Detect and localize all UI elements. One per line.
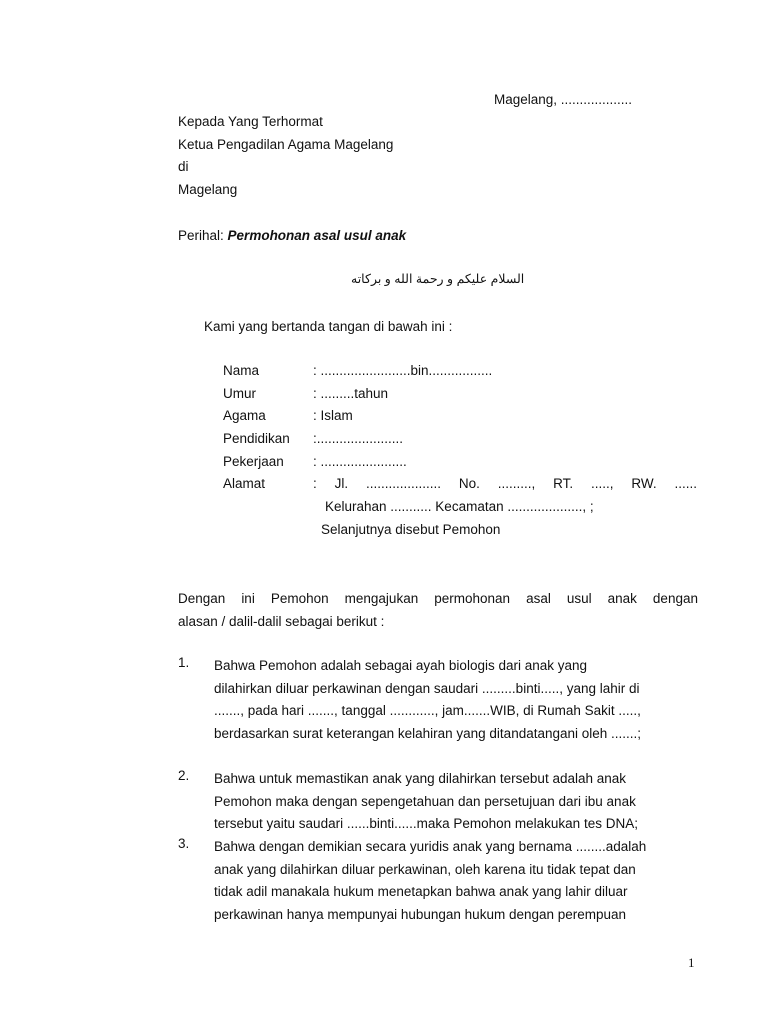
address-line: Magelang: [178, 182, 238, 198]
alamat-part: RT.: [553, 476, 574, 492]
item-line: Bahwa untuk memastikan anak yang dilahirkan tersebut adalah anak: [214, 771, 627, 786]
word: usul: [566, 591, 592, 606]
item-line: anak yang dilahirkan diluar perkawinan, oleh karena itu tidak tepat dan: [214, 861, 636, 877]
address-line: di: [178, 159, 189, 175]
date-line: Magelang, ...................: [494, 92, 633, 107]
field-label: Alamat: [223, 476, 266, 492]
field-label: Umur: [223, 385, 256, 401]
alamat-continuation: Kelurahan ........... Kecamatan ...................., ;: [325, 499, 594, 515]
item-line: Bahwa Pemohon adalah sebagai ayah biologis dari anak yang: [214, 658, 588, 673]
address-line: Ketua Pengadilan Agama Magelang: [178, 136, 394, 152]
field-value: : .........tahun: [313, 385, 389, 401]
alamat-part: Jl.: [334, 476, 349, 492]
arabic-greeting: السلام عليكم و رحمة الله و بركاته: [351, 272, 525, 286]
item-line: perkawinan hanya mempunyai hubungan hukum dengan perempuan: [214, 907, 627, 923]
word: dengan: [652, 591, 698, 606]
page-number: 1: [688, 955, 695, 970]
address-line: Kepada Yang Terhormat: [178, 114, 323, 129]
item-number: 2.: [178, 768, 190, 783]
field-label: Agama: [223, 408, 266, 424]
item-line: tersebut yaitu saudari ......binti......maka Pemohon melakukan tes DNA;: [214, 816, 638, 832]
petitioner-designation: Selanjutnya disebut Pemohon: [321, 521, 501, 537]
word: Pemohon: [270, 591, 329, 606]
alamat-part: ......: [674, 476, 697, 492]
field-value: : Islam: [313, 408, 353, 424]
item-line: dilahirkan diluar perkawinan dengan saudari .........binti....., yang lahir di: [214, 680, 640, 696]
item-line: berdasarkan surat keterangan kelahiran yang ditandatangani oleh .......;: [214, 726, 642, 742]
alamat-part: :: [313, 476, 317, 492]
alamat-part: ....................: [365, 476, 441, 492]
paragraph-line: alasan / dalil-dalil sebagai berikut :: [178, 613, 385, 629]
field-value: :.......................: [313, 431, 404, 447]
field-value: : ........................bin.................: [313, 363, 493, 378]
subject-line: [178, 228, 406, 245]
word: permohonan: [434, 591, 511, 606]
item-text: [214, 836, 698, 927]
intro-sentence: Kami yang bertanda tangan di bawah ini :: [204, 319, 453, 334]
item-text: [214, 655, 698, 746]
item-line: tidak adil manakala hukum menetapkan bahwa anak yang lahir diluar: [214, 884, 628, 900]
item-text: [214, 768, 698, 836]
alamat-part: RW.: [631, 476, 657, 492]
word: asal: [526, 591, 551, 606]
word: anak: [607, 591, 637, 606]
item-line: Bahwa dengan demikian secara yuridis anak yang bernama ........adalah: [214, 839, 647, 854]
word: ini: [241, 591, 255, 606]
justified-line: [178, 588, 698, 611]
item-line: ......., pada hari ......., tanggal ............, jam.......WIB, di Rumah Sakit .....,: [214, 703, 641, 719]
recipient-address: [178, 114, 393, 205]
alamat-value: [313, 476, 697, 493]
subject-value: Permohonan asal usul anak: [227, 228, 407, 243]
alamat-part: No.: [458, 476, 480, 492]
item-number: 1.: [178, 655, 190, 670]
subject-label: Perihal:: [178, 228, 224, 243]
word: mengajukan: [344, 591, 419, 606]
item-line: Pemohon maka dengan sepengetahuan dan persetujuan dari ibu anak: [214, 793, 636, 809]
field-label: Nama: [223, 363, 260, 378]
opening-paragraph: [178, 588, 698, 633]
field-value: : .......................: [313, 453, 407, 469]
field-label: Pekerjaan: [223, 453, 284, 469]
alamat-part: .....,: [590, 476, 614, 492]
word: Dengan: [178, 591, 226, 606]
alamat-part: .........,: [497, 476, 536, 492]
item-number: 3.: [178, 836, 190, 851]
field-label: Pendidikan: [223, 431, 290, 447]
